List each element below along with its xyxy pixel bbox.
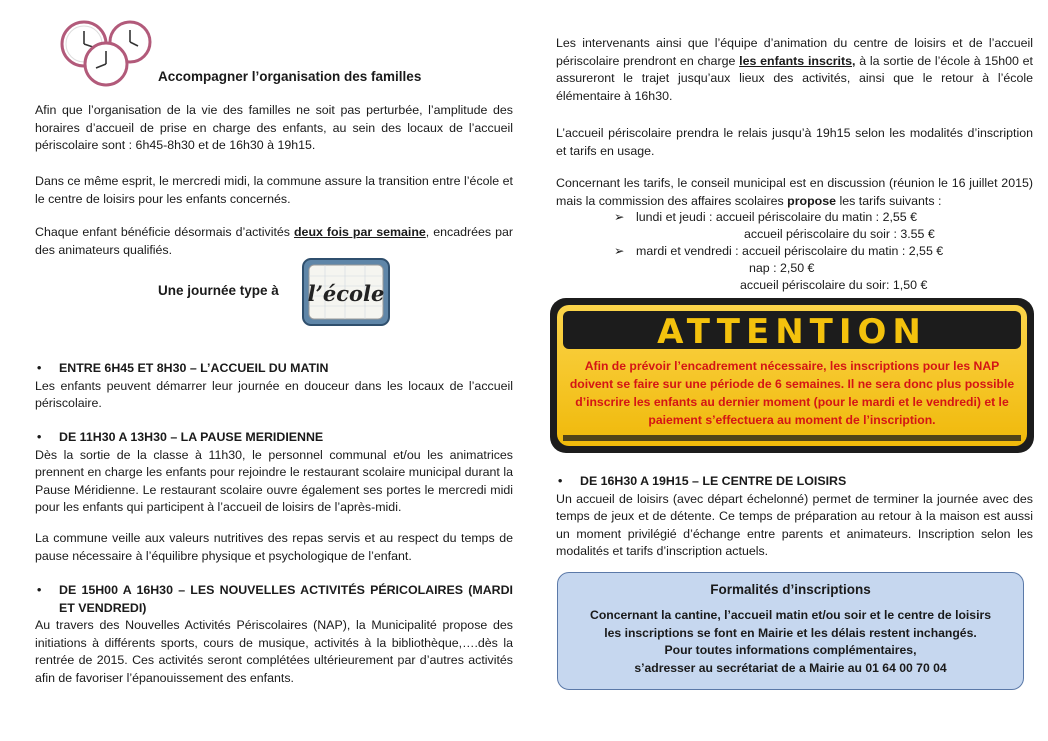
- paragraph-intervenants: Les intervenants ainsi que l’équipe d’animation du centre de loisirs et de l’accueil périscolaire prendront en charge les enfants inscrits, à la sortie de l’école à 15h00 et assureront le trajet jusqu’aux lieux des activités, ainsi que le retour à l’école élémentaire à 16h30.: [556, 36, 1033, 103]
- journee-type-title: Une journée type à: [158, 283, 279, 298]
- section-text-meridienne: Dès la sortie de la classe à 11h30, le personnel communal et/ou les animatrices prennent en charge les enfants pour rejoindre le restaurant scolaire municipal durant la Pause Méridienne. Le restaurant scolaire ouvre également ses portes le mercredi midi pour les enfants qui participent à l’accueil de loisirs de l’après-midi.: [35, 447, 513, 515]
- section-title-families: Accompagner l’organisation des familles: [158, 69, 422, 84]
- section-head-matin: • ENTRE 6H45 ET 8H30 – L’ACCUEIL DU MATIN: [35, 360, 513, 378]
- section-text-matin: Les enfants peuvent démarrer leur journée en douceur dans les locaux de l’accueil périscolaire.: [35, 378, 513, 411]
- paragraph-nutrition: La commune veille aux valeurs nutritives des repas servis et au respect du temps de pause nécessaire à l’équilibre physique et psychologique de l’enfant.: [35, 531, 513, 563]
- ecole-sign-icon: [300, 256, 392, 328]
- tarifs-list: ➢ lundi et jeudi : accueil périscolaire du matin : 2,55 € accueil périscolaire du soir : 3.55 € ➢ mardi et vendredi : accueil périscolaire du matin : 2,55 € nap : 2,50 € accueil périscolaire du soir: 1,50 €: [556, 209, 1033, 294]
- paragraph-mercredi: Dans ce même esprit, le mercredi midi, la commune assure la transition entre l’école et le centre de loisirs pour les enfants concernés.: [35, 174, 513, 206]
- paragraph-relais: L’accueil périscolaire prendra le relais jusqu’à 19h15 selon les modalités d’inscription et tarifs en usage.: [556, 126, 1033, 158]
- tarif-lundi-jeudi: ➢ lundi et jeudi : accueil périscolaire du matin : 2,55 €: [614, 210, 918, 224]
- clocks-icon: [58, 18, 154, 88]
- bullet-icon: •: [37, 583, 42, 597]
- tarif-mardi-vendredi: ➢ mardi et vendredi : accueil périscolaire du matin : 2,55 €: [614, 244, 944, 258]
- bullet-icon: •: [37, 361, 42, 375]
- formalites-body: Concernant la cantine, l’accueil matin et/ou soir et le centre de loisirs les inscriptions se font en Mairie et les délais restent inchangés. Pour toutes informations complémentaires, s’adresser au secrétariat de a Mairie au 01 64 00 70 04: [590, 608, 991, 675]
- formalites-title: Formalités d’inscriptions: [710, 582, 871, 597]
- formalites-box: [557, 572, 1024, 690]
- arrow-bullet-icon: ➢: [614, 210, 625, 224]
- section-text-nap: Au travers des Nouvelles Activités Périscolaires (NAP), la Municipalité propose des initiations à différents sports, cours de musique, activités à la bibliothèque,….dès la rentrée de 2015. Ces activités seront complétées ultérieurement par d’autres activités afin de favoriser l’épanouissement des enfants.: [35, 618, 513, 685]
- paragraph-tarifs: Concernant les tarifs, le conseil municipal est en discussion (réunion le 16 juillet 2015) mais la commission des affaires scolaires propose les tarifs suivants :: [556, 176, 1033, 208]
- svg-text:ATTENTION: ATTENTION: [657, 312, 927, 352]
- bullet-icon: •: [558, 474, 563, 488]
- section-text-loisirs: Un accueil de loisirs (avec départ échelonné) permet de terminer la journée avec des temps de jeux et de détente. Ce temps de préparation au retour à la maison est aussi un moment privilégié d’échange entre parents et animateurs. Inscription selon les modalités et tarifs d’inscription actuels.: [556, 491, 1033, 559]
- svg-text:l’école: l’école: [307, 281, 385, 306]
- attention-text: Afin de prévoir l’encadrement nécessaire, les inscriptions pour les NAP doivent se faire sur une période de 6 semaines. Il ne sera donc plus possible d’inscrire les enfants au dernier moment (pour le mardi et le vendredi) et le paiement s’effectuera au moment de l’inscription.: [569, 359, 1015, 427]
- section-head-loisirs: • DE 16H30 A 19H15 – LE CENTRE DE LOISIRS: [556, 473, 1033, 491]
- paragraph-activites: Chaque enfant bénéficie désormais d’activités deux fois par semaine, encadrées par des animateurs qualifiés.: [35, 225, 513, 257]
- section-head-nap: • DE 15H00 A 16H30 – LES NOUVELLES ACTIVITÉS PÉRICOLAIRES (MARDI ET VENDREDI): [35, 582, 513, 617]
- section-head-meridienne: • DE 11H30 A 13H30 – LA PAUSE MERIDIENNE: [35, 429, 513, 447]
- bullet-icon: •: [37, 430, 42, 444]
- arrow-bullet-icon: ➢: [614, 244, 625, 258]
- paragraph-intro: Afin que l’organisation de la vie des familles ne soit pas perturbée, l’amplitude des horaires d’accueil de prise en charge des enfants, au sein des locaux de l’accueil périscolaire sont : 6h45-8h30 et de 16h30 à 19h15.: [35, 103, 513, 153]
